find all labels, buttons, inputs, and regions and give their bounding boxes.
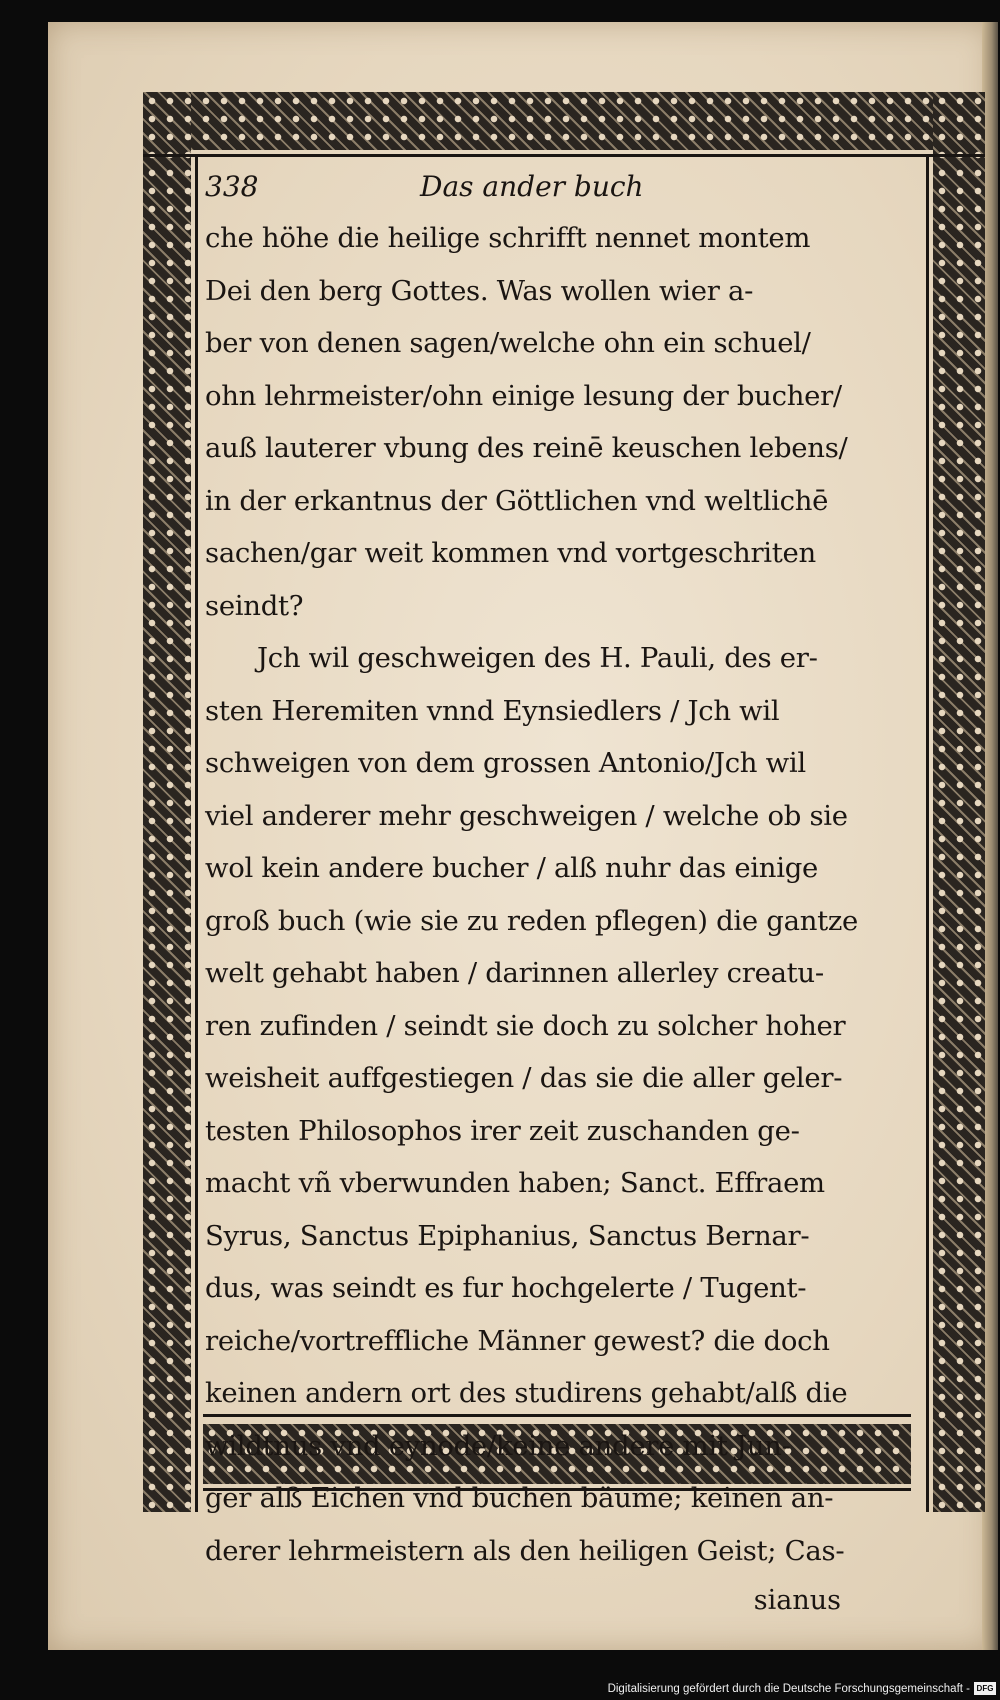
text-line: Syrus, Sanctus Epiphanius, Sanctus Bernar- xyxy=(205,1219,810,1252)
text-line: welt gehabt haben / darinnen allerley creatu- xyxy=(205,957,824,989)
text-line: in der erkantnus der Göttlichen vnd weltlichē xyxy=(205,484,829,517)
text-line: wol kein andere bucher / alß nuhr das einige xyxy=(205,852,818,884)
running-head-title: Das ander buch xyxy=(420,170,644,203)
text-line: auß lauterer vbung des reinē keuschen lebens/ xyxy=(205,432,848,464)
catchword: sianus xyxy=(753,1585,841,1616)
text-line: viel anderer mehr geschweigen / welche ob sie xyxy=(205,799,848,832)
text-line: wildtnus vnd eynode/keine andere mit Jun- xyxy=(205,1429,791,1462)
dfg-logo: DFG xyxy=(974,1682,996,1695)
page-number: 338 xyxy=(205,170,259,203)
text-line: ohn lehrmeister/ohn einige lesung der bucher/ xyxy=(205,379,842,412)
running-head xyxy=(205,164,845,212)
digitization-footer xyxy=(0,1678,1000,1700)
text-line: schweigen von dem grossen Antonio/Jch wil xyxy=(205,747,806,779)
text-line: keinen andern ort des studirens gehabt/alß die xyxy=(205,1377,848,1409)
ornament-right xyxy=(933,92,985,1512)
page-text xyxy=(205,164,859,1625)
text-line: groß buch (wie sie zu reden pflegen) die gantze xyxy=(205,904,859,937)
text-line: sten Heremiten vnnd Eynsiedlers / Jch wil xyxy=(205,694,780,727)
text-line: macht vñ vberwunden haben; Sanct. Effraem xyxy=(205,1167,825,1199)
ornament-left xyxy=(143,92,191,1512)
ornament-top xyxy=(143,92,985,150)
funding-credit: Digitalisierung gefördert durch die Deutsche Forschungsgemeinschaft - xyxy=(607,1683,970,1695)
text-line: ber von denen sagen/welche ohn ein schuel/ xyxy=(205,327,811,359)
text-line: derer lehrmeistern als den heiligen Geist; Cas- xyxy=(205,1534,845,1567)
text-line: reiche/vortreffliche Männer gewest? die doch xyxy=(205,1324,830,1357)
text-line: seindt? xyxy=(205,589,304,622)
text-line: dus, was seindt es fur hochgelerte / Tugent- xyxy=(205,1272,807,1304)
text-line: Dei den berg Gottes. Was wollen wier a- xyxy=(205,274,754,307)
rule-right xyxy=(926,154,929,1512)
text-line: Jch wil geschweigen des H. Pauli, des er- xyxy=(257,642,818,674)
text-line: che höhe die heilige schrifft nennet montem xyxy=(205,222,811,254)
text-line: ren zufinden / seindt sie doch zu solcher hoher xyxy=(205,1009,846,1042)
rule-left xyxy=(195,154,198,1512)
rule-top xyxy=(143,154,985,157)
text-line: testen Philosophos irer zeit zuschanden ge- xyxy=(205,1114,800,1147)
text-line: ger alß Eichen vnd buchen bäume; keinen an- xyxy=(205,1482,834,1514)
text-line: sachen/gar weit kommen vnd vortgeschriten xyxy=(205,537,816,569)
text-line: weisheit auffgestiegen / das sie die aller geler- xyxy=(205,1062,843,1094)
